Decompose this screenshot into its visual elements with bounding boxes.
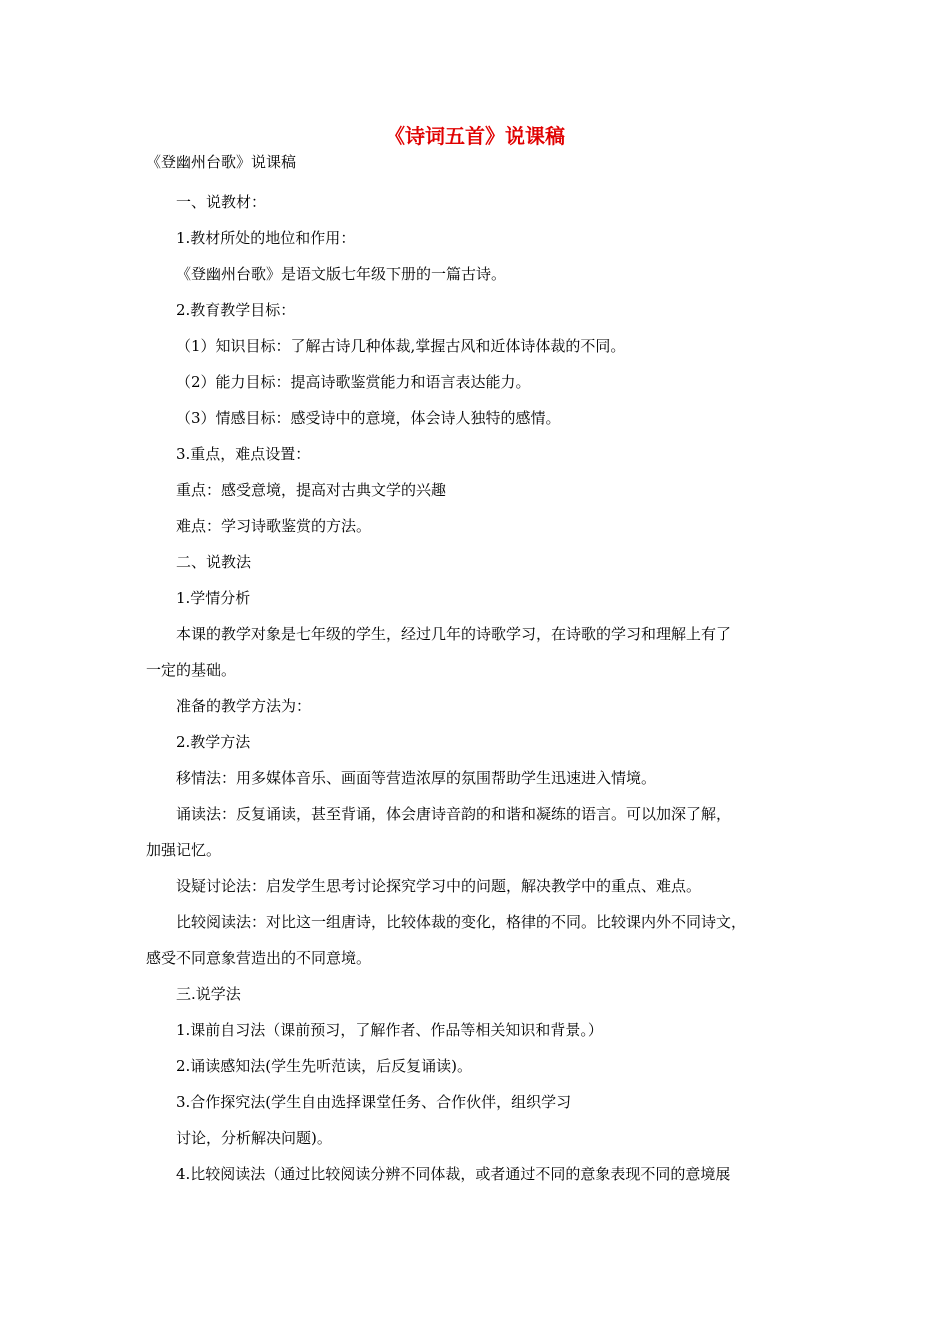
paragraph-line: 移情法：用多媒体音乐、画面等营造浓厚的氛围帮助学生迅速进入情境。	[176, 769, 657, 787]
paragraph-line: 2.诵读感知法(学生先听范读，后反复诵读)。	[176, 1057, 473, 1075]
paragraph-line: 诵读法：反复诵读，甚至背诵，体会唐诗音韵的和谐和凝练的语言。可以加深了解，	[176, 805, 732, 823]
document-subtitle: 《登幽州台歌》说课稿	[146, 153, 297, 171]
paragraph-line: 一定的基础。	[146, 661, 237, 679]
paragraph-line: 《登幽州台歌》是语文版七年级下册的一篇古诗。	[176, 265, 507, 283]
paragraph-line: 准备的教学方法为：	[176, 697, 312, 715]
paragraph-line: 2.教育教学目标：	[176, 301, 296, 319]
paragraph-line: （1）知识目标：了解古诗几种体裁,掌握古风和近体诗体裁的不同。	[176, 337, 626, 355]
paragraph-line: 2.教学方法	[176, 733, 251, 751]
paragraph-line: 1.教材所处的地位和作用：	[176, 229, 356, 247]
paragraph-line: 讨论，分析解决问题)。	[176, 1129, 332, 1147]
paragraph-line: （3）情感目标：感受诗中的意境，体会诗人独特的感情。	[176, 409, 561, 427]
paragraph-line: （2）能力目标：提高诗歌鉴赏能力和语言表达能力。	[176, 373, 531, 391]
document-body	[146, 187, 826, 1195]
section-heading-1: 一、说教材：	[176, 193, 267, 211]
section-heading-2: 二、说教法	[176, 553, 252, 571]
section-heading-3: 三.说学法	[176, 985, 241, 1003]
paragraph-line: 设疑讨论法：启发学生思考讨论探究学习中的问题，解决教学中的重点、难点。	[176, 877, 702, 895]
paragraph-line: 1.学情分析	[176, 589, 251, 607]
paragraph-line: 难点：学习诗歌鉴赏的方法。	[176, 517, 372, 535]
paragraph-line: 3.合作探究法(学生自由选择课堂任务、合作伙伴，组织学习	[176, 1093, 572, 1111]
paragraph-line: 比较阅读法：对比这一组唐诗，比较体裁的变化，格律的不同。比较课内外不同诗文，	[176, 913, 747, 931]
document-title: 《诗词五首》说课稿	[385, 124, 565, 148]
paragraph-line: 重点：感受意境，提高对古典文学的兴趣	[176, 481, 447, 499]
paragraph-line: 3.重点，难点设置：	[176, 445, 311, 463]
paragraph-line: 本课的教学对象是七年级的学生，经过几年的诗歌学习，在诗歌的学习和理解上有了	[176, 625, 732, 643]
paragraph-line: 4.比较阅读法（通过比较阅读分辨不同体裁，或者通过不同的意象表现不同的意境展	[176, 1165, 731, 1183]
paragraph-line: 感受不同意象营造出的不同意境。	[146, 949, 372, 967]
paragraph-line: 1.课前自习法（课前预习，了解作者、作品等相关知识和背景。）	[176, 1021, 603, 1039]
paragraph-line: 加强记忆。	[146, 841, 222, 859]
